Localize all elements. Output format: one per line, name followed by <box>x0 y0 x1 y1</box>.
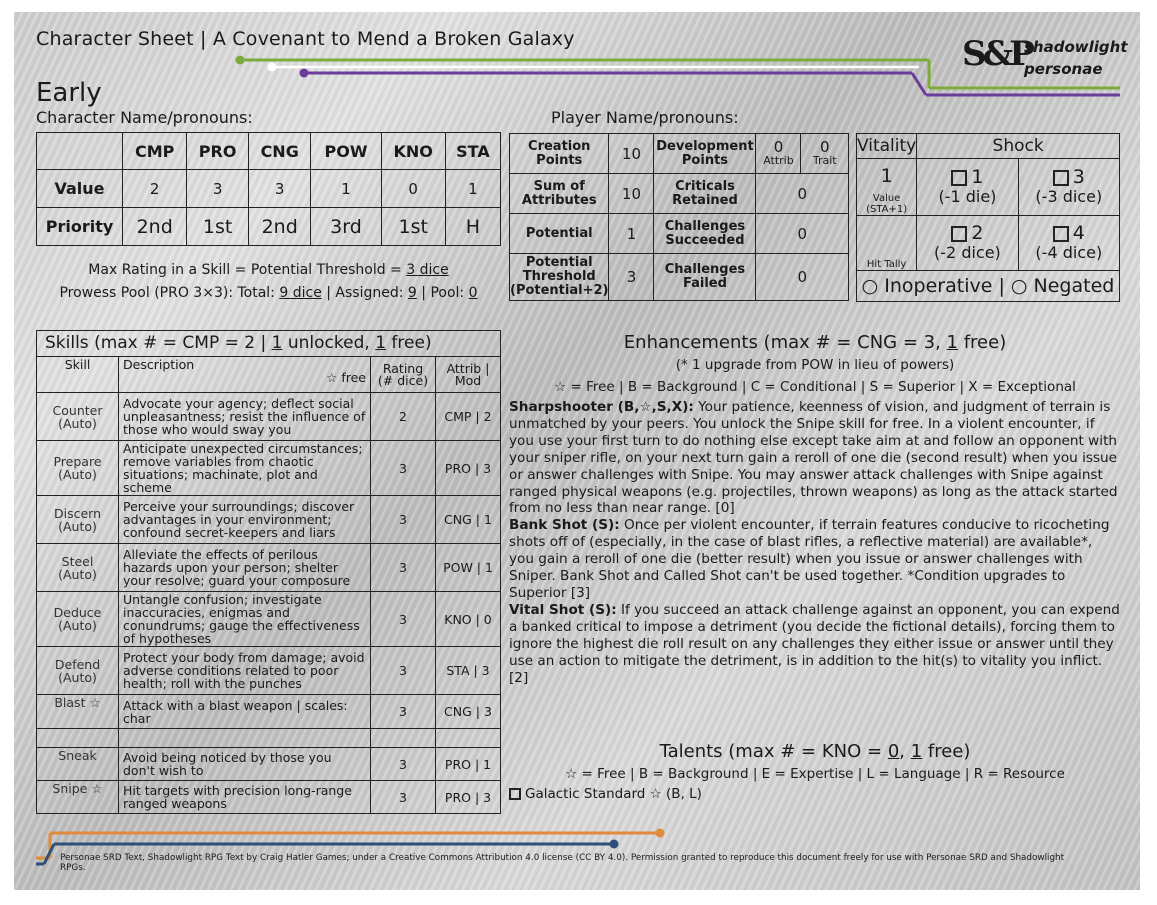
creation-points-label: Creation Points <box>510 134 609 174</box>
logo <box>962 34 1128 94</box>
footer-license: Personae SRD Text, Shadowlight RPG Text by Craig Hatler Games; under a Creative Commons Attribution 4.0 license (CC BY 4.0). Permission granted to reproduce this document freely for use with Personae SRD and Shadowlight RPGs. <box>60 853 1065 873</box>
prowess-label: Prowess Pool (PRO 3×3): Total: <box>59 285 280 301</box>
logo-mark: S&P <box>962 34 1031 74</box>
skills-title-text: Skills (max # = CMP = 2 | <box>45 333 272 353</box>
enhancements-free[interactable]: 1 <box>946 332 958 353</box>
sum-attributes-value[interactable]: 10 <box>609 174 654 214</box>
dev-attrib-value: 0 <box>773 137 784 156</box>
vitality-value-cell[interactable] <box>857 159 917 216</box>
skill-name-cell <box>37 592 119 647</box>
skill-name: Counter <box>52 402 103 418</box>
skills-free-label: free) <box>386 333 432 353</box>
enhancements-title <box>509 332 1121 353</box>
enhancement-text: If you succeed an attack challenge against an opponent, you can expend a banked critical to impose a detriment (you decide the fictional details), forcing them to ignore the highest die roll result on any challenges they either issue or answer until they use an action to mitigate the detriment, is in addition to the hit(s) to vitality you inflict. [2] <box>509 601 1120 686</box>
skill-rating[interactable]: 3 <box>371 544 436 592</box>
criticals-value[interactable]: 0 <box>756 174 849 214</box>
skill-name-cell <box>37 647 119 695</box>
enhancements-free-label: free) <box>957 332 1007 353</box>
potential-value[interactable]: 1 <box>609 214 654 254</box>
attr-value[interactable]: 1 <box>445 170 500 208</box>
criticals-label: Criticals Retained <box>654 174 756 214</box>
talents-max[interactable]: 0 <box>887 741 900 762</box>
skill-attrib[interactable] <box>436 729 501 748</box>
failed-value[interactable]: 0 <box>756 254 849 301</box>
col-rating-header: Rating (# dice) <box>371 357 436 393</box>
sum-attributes-label: Sum of Attributes <box>510 174 609 214</box>
navy-dot <box>610 840 619 849</box>
checkbox[interactable] <box>1053 226 1069 242</box>
purple-line-bend <box>912 73 926 95</box>
enhancement-item <box>509 602 1121 687</box>
skill-rating[interactable]: 3 <box>371 647 436 695</box>
talents-legend: ☆ = Free | B = Background | E = Expertise | L = Language | R = Resource <box>565 766 1065 782</box>
skill-sub: (Auto) <box>58 669 97 685</box>
threshold-value[interactable]: 3 <box>609 254 654 301</box>
dev-trait-label: Trait <box>812 153 837 167</box>
attr-header: KNO <box>381 133 445 170</box>
col-attrib-header: Attrib | Mod <box>436 357 501 393</box>
skill-sub: (Auto) <box>58 467 97 482</box>
shock-dice: (-2 dice) <box>934 243 1001 262</box>
skill-name-cell <box>37 748 119 781</box>
failed-label: Challenges Failed <box>654 254 756 301</box>
attr-value[interactable]: 2 <box>123 170 187 208</box>
enhancement-name: Sharpshooter (B,☆,S,X): <box>509 399 694 415</box>
skill-name: Deduce <box>53 605 102 620</box>
logo-line1: shadowlight <box>1024 38 1128 56</box>
attr-value[interactable]: 3 <box>187 170 249 208</box>
succeeded-label: Challenges Succeeded <box>654 214 756 254</box>
character-sheet <box>14 12 1140 890</box>
col-free-label: ☆ free <box>326 370 366 385</box>
logo-line2: personae <box>1024 60 1103 78</box>
enhancement-text: Your patience, keenness of vision, and judgment of terrain is unmatched by your peers. You unlock the Snipe skill for free. In a violent encounter, if you use your first turn to do nothing else except take aim at and follow an opponent with your sniper rifle, on your next turn gain a reroll of one die (second result) when you issue or answer challenges with Snipe. You may answer attack challenges with Snipe against ranged physical weapons (e.g. projectiles, thrown weapons) as long as the attack started from no less than near range. [0] <box>509 399 1118 517</box>
enhancement-text: Once per violent encounter, if terrain features conducive to ricocheting shots off of (especially, in the case of blast rifles, a reflective material) are available*, you gain a reroll of one die (better result) when you issue or answer challenges with Sniper. Bank Shot and Called Shot can't be used together. *Condition upgrades to Superior [3] <box>509 517 1110 601</box>
player-name-label: Player Name/pronouns: <box>551 108 739 127</box>
checkbox[interactable] <box>509 788 521 800</box>
skills-title <box>37 331 501 357</box>
vitality-value: 1 <box>880 165 893 187</box>
skill-sub: (Auto) <box>58 518 97 534</box>
max-rating-value[interactable]: 3 dice <box>406 262 449 278</box>
attr-header: CMP <box>123 133 187 170</box>
attr-priority[interactable]: 1st <box>187 208 249 246</box>
skill-rating[interactable] <box>371 729 436 748</box>
shock-num: 1 <box>971 166 984 188</box>
skills-unlocked-label: unlocked, <box>282 333 376 353</box>
white-dot <box>268 63 277 72</box>
enhancement-name: Bank Shot (S): <box>509 517 620 534</box>
talents-sep: , <box>899 741 911 762</box>
skill-rating[interactable]: 3 <box>371 695 436 729</box>
skill-name-cell <box>37 496 119 544</box>
skill-rating[interactable]: 3 <box>371 748 436 781</box>
skill-name-cell <box>37 544 119 592</box>
attribute-corner <box>37 133 123 170</box>
max-rating-label: Max Rating in a Skill = Potential Threshold = <box>88 262 407 278</box>
prowess-pool-label: | Pool: <box>416 285 469 301</box>
skill-name-cell <box>37 781 119 814</box>
attr-value[interactable]: 1 <box>311 170 381 208</box>
skill-sub: (Auto) <box>58 415 97 431</box>
attr-header: PRO <box>187 133 249 170</box>
skill-attrib[interactable]: STA | 3 <box>436 647 501 695</box>
col-desc-label: Description <box>123 357 195 372</box>
orange-dot <box>656 829 665 838</box>
skill-desc: Hit targets with precision long-range ranged weapons <box>119 781 371 814</box>
attr-header: STA <box>445 133 500 170</box>
attr-priority[interactable]: 3rd <box>311 208 381 246</box>
skill-desc: Attack with a blast weapon | scales: char <box>119 695 371 729</box>
max-rating-line <box>36 262 501 278</box>
hit-tally-label: Hit Tally <box>866 259 907 270</box>
shock-num: 3 <box>1072 166 1085 188</box>
skill-attrib[interactable]: PRO | 3 <box>436 781 501 814</box>
checkbox[interactable] <box>951 170 967 186</box>
green-dot <box>236 56 245 65</box>
talents-title-text: Talents (max # = KNO = <box>659 741 888 762</box>
talents-title <box>509 741 1121 762</box>
skill-desc: Untangle confusion; investigate inaccuracies, enigmas and conundrums; gauge the effectiveness of hypotheses <box>119 592 371 647</box>
skill-rating[interactable]: 3 <box>371 592 436 647</box>
skill-name: Blast ☆ <box>54 695 101 710</box>
enhancement-item <box>509 399 1121 517</box>
prowess-assigned[interactable]: 9 <box>407 285 417 301</box>
col-desc-header <box>119 357 371 393</box>
checkbox[interactable] <box>951 226 967 242</box>
skill-attrib[interactable]: PRO | 1 <box>436 748 501 781</box>
checkbox[interactable] <box>1053 170 1069 186</box>
enhancement-item <box>509 517 1121 602</box>
talent-item[interactable] <box>509 786 702 802</box>
attr-header: POW <box>311 133 381 170</box>
potential-label: Potential <box>510 214 609 254</box>
enhancement-name: Vital Shot (S): <box>509 601 617 618</box>
shock-dice: (-4 dice) <box>1035 243 1103 262</box>
skill-rating[interactable]: 2 <box>371 393 436 441</box>
attr-priority[interactable]: 1st <box>381 208 445 246</box>
attr-header: CNG <box>248 133 311 170</box>
skill-attrib[interactable]: CNG | 1 <box>436 496 501 544</box>
vitality-table <box>856 133 1120 302</box>
skill-desc: Perceive your surroundings; discover advantages in your environment; confound secret-keepers and liars <box>119 496 371 544</box>
prowess-pool[interactable]: 0 <box>468 285 478 301</box>
talents-free[interactable]: 1 <box>910 741 923 762</box>
skill-attrib[interactable]: CNG | 3 <box>436 695 501 729</box>
skill-name: Discern <box>53 505 101 521</box>
shock-4[interactable] <box>1018 216 1119 271</box>
skill-attrib[interactable]: PRO | 3 <box>436 441 501 496</box>
skill-rating[interactable]: 3 <box>371 441 436 496</box>
hit-tally-cell[interactable] <box>857 216 917 271</box>
skill-rating[interactable]: 3 <box>371 781 436 814</box>
skills-table <box>36 330 501 814</box>
skill-name: Defend <box>54 656 101 672</box>
attr-value[interactable]: 3 <box>248 170 311 208</box>
status-row[interactable]: ○ Inoperative | ○ Negated <box>857 271 1120 302</box>
value-row-label: Value <box>37 170 123 208</box>
creation-points-value[interactable]: 10 <box>609 134 654 174</box>
prowess-assigned-label: | Assigned: <box>321 285 408 301</box>
attr-priority[interactable]: 2nd <box>248 208 311 246</box>
development-points-label: Development Points <box>654 134 756 174</box>
dev-trait-value: 0 <box>819 137 830 156</box>
dev-attrib-label: Attrib <box>763 153 794 167</box>
skill-desc: Alleviate the effects of perilous hazards upon your person; shelter your resolve; guard your composure <box>119 544 371 592</box>
talents-free-label: free) <box>922 741 971 762</box>
skill-attrib[interactable]: CMP | 2 <box>436 393 501 441</box>
skills-unlocked[interactable]: 1 <box>271 333 283 353</box>
skill-sub: (Auto) <box>58 618 97 633</box>
shock-num: 4 <box>1072 222 1085 244</box>
skill-sub: (Auto) <box>58 566 97 582</box>
vitality-label: Vitality <box>857 134 917 159</box>
shock-label: Shock <box>917 134 1120 159</box>
threshold-label: Potential Threshold (Potential+2) <box>510 254 609 301</box>
shock-num: 2 <box>971 222 984 244</box>
enhancements-legend: ☆ = Free | B = Background | C = Conditional | S = Superior | X = Exceptional <box>554 379 1076 395</box>
skill-name-cell <box>37 393 119 441</box>
succeeded-value[interactable]: 0 <box>756 214 849 254</box>
skill-name: Prepare <box>53 454 102 469</box>
col-skill-header: Skill <box>37 357 119 393</box>
skill-name: Steel <box>61 553 94 569</box>
skills-free[interactable]: 1 <box>375 333 387 353</box>
attribute-table <box>36 132 501 246</box>
skill-desc: Advocate your agency; deflect social unpleasantness; resist the influence of those who would sway you <box>119 393 371 441</box>
skill-desc: Anticipate unexpected circumstances; remove variables from chaotic situations; machinate, plot and scheme <box>119 441 371 496</box>
skill-name-cell <box>37 695 119 729</box>
attr-priority[interactable]: 2nd <box>123 208 187 246</box>
talent-item-text: Galactic Standard ☆ (B, L) <box>525 786 702 802</box>
era-label: Early <box>36 78 102 108</box>
attr-value[interactable]: 0 <box>381 170 445 208</box>
points-table <box>509 133 849 301</box>
skill-rating[interactable]: 3 <box>371 496 436 544</box>
skill-name-cell <box>37 441 119 496</box>
prowess-total[interactable]: 9 dice <box>279 285 322 301</box>
dev-attrib-cell[interactable] <box>756 134 801 174</box>
attr-priority[interactable]: H <box>445 208 500 246</box>
shock-dice: (-3 dice) <box>1035 187 1103 206</box>
character-name-label: Character Name/pronouns: <box>36 108 253 127</box>
priority-row-label: Priority <box>37 208 123 246</box>
skill-name: Sneak <box>58 748 97 763</box>
skill-name-cell[interactable] <box>37 729 119 748</box>
shock-1[interactable] <box>917 159 1018 216</box>
sheet-title: Character Sheet | A Covenant to Mend a Broken Galaxy <box>36 28 575 50</box>
skill-attrib[interactable]: KNO | 0 <box>436 592 501 647</box>
shock-dice: (-1 die) <box>938 187 997 206</box>
skill-desc: Protect your body from damage; avoid adverse conditions related to poor health; roll with the punches <box>119 647 371 695</box>
enhancements-note: (* 1 upgrade from POW in lieu of powers) <box>675 357 955 373</box>
enhancements-list <box>509 399 1121 686</box>
shock-3[interactable] <box>1018 159 1119 216</box>
enhancements-title-text: Enhancements (max # = CNG = 3, <box>623 332 947 353</box>
purple-dot <box>300 69 309 78</box>
shock-2[interactable] <box>917 216 1018 271</box>
skill-name: Snipe ☆ <box>52 781 103 796</box>
dev-trait-cell[interactable] <box>801 134 849 174</box>
skill-desc: Avoid being noticed by those you don't wish to <box>119 748 371 781</box>
skill-attrib[interactable]: POW | 1 <box>436 544 501 592</box>
prowess-line <box>36 285 501 301</box>
vitality-value-label: Value (STA+1) <box>866 193 908 215</box>
skill-desc[interactable] <box>119 729 371 748</box>
